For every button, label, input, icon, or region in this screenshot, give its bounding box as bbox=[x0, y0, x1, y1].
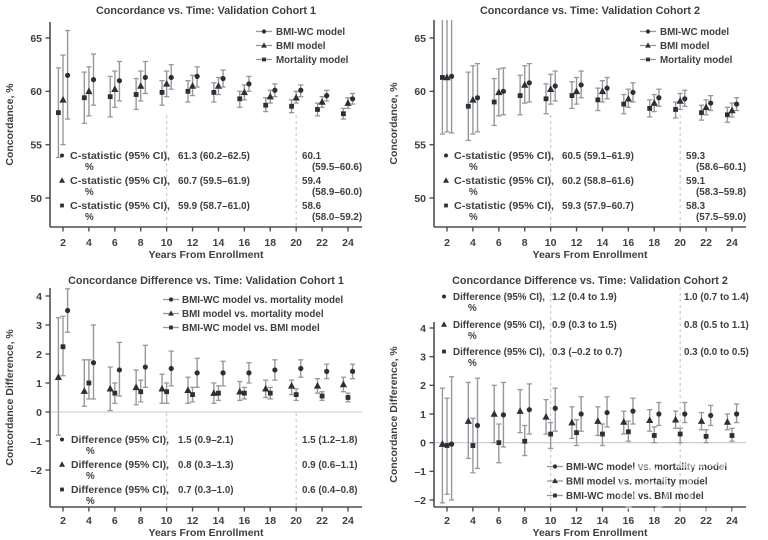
y-tick-label: –1 bbox=[414, 466, 426, 479]
x-tick-label: 4 bbox=[469, 515, 476, 527]
x-tick-label: 22 bbox=[316, 237, 328, 249]
legend-item-label: BMI-WC model vs. BMI model bbox=[182, 323, 320, 334]
annotation-value-year10: 60.5 (59.1–61.9) bbox=[562, 151, 634, 162]
data-point-square-icon bbox=[600, 432, 605, 437]
data-point-circle-icon bbox=[734, 102, 739, 107]
y-tick-label: 65 bbox=[30, 32, 42, 45]
data-point-circle-icon bbox=[449, 74, 454, 79]
data-point-circle-icon bbox=[527, 80, 532, 85]
x-axis-label: Years From Enrollment bbox=[532, 527, 648, 539]
x-tick-label: 20 bbox=[290, 515, 303, 527]
data-point-triangle-icon bbox=[517, 407, 524, 414]
data-point-circle-icon bbox=[579, 411, 584, 416]
annotation-value-year20: 0.8 (0.5 to 1.1) bbox=[684, 320, 749, 331]
annotation-square-icon bbox=[60, 204, 64, 208]
y-tick-label: 50 bbox=[30, 192, 42, 205]
data-point-square-icon bbox=[595, 97, 600, 102]
data-point-square-icon bbox=[730, 433, 735, 438]
x-tick-label: 10 bbox=[544, 237, 557, 249]
annotation-square-icon bbox=[60, 488, 64, 492]
x-tick-label: 2 bbox=[444, 237, 450, 249]
data-point-circle-icon bbox=[656, 95, 661, 100]
data-point-circle-icon bbox=[449, 442, 454, 447]
panel-title: Concordance Difference vs. Time: Validation Cohort 1 bbox=[68, 275, 344, 287]
annotation-value-year10: 1.5 (0.9–2.1) bbox=[178, 435, 234, 446]
x-tick-label: 2 bbox=[60, 515, 66, 527]
legend-item-label: BMI model vs. mortality model bbox=[182, 309, 324, 320]
annotation-value-year10: 0.9 (0.3 to 1.5) bbox=[552, 320, 617, 331]
annotation-value-year20-ci: (58.6–60.1) bbox=[696, 162, 747, 173]
annotation-value-year10: 1.2 (0.4 to 1.9) bbox=[552, 292, 617, 303]
data-point-circle-icon bbox=[143, 75, 148, 80]
data-point-triangle-icon bbox=[491, 410, 498, 417]
legend-item-label: BMI-WC model vs. BMI model bbox=[566, 491, 704, 502]
data-point-square-icon bbox=[626, 429, 631, 434]
x-axis-label: Years From Enrollment bbox=[148, 249, 264, 261]
data-point-square-icon bbox=[61, 344, 66, 349]
data-point-square-icon bbox=[466, 104, 471, 109]
data-point-circle-icon bbox=[272, 88, 277, 93]
annotation-value-year20: 59.4 bbox=[302, 176, 322, 187]
data-point-triangle-icon bbox=[158, 385, 165, 392]
annotation-triangle-icon bbox=[441, 321, 447, 327]
data-point-circle-icon bbox=[682, 96, 687, 101]
data-point-circle-icon bbox=[324, 93, 329, 98]
y-tick-label: 4 bbox=[420, 322, 426, 335]
data-point-circle-icon bbox=[527, 407, 532, 412]
legend-item-label: BMI-WC model bbox=[660, 27, 730, 38]
x-tick-label: 16 bbox=[622, 237, 635, 249]
x-tick-label: 16 bbox=[622, 515, 635, 527]
y-tick-label: 50 bbox=[414, 192, 426, 205]
data-point-square-icon bbox=[647, 106, 652, 111]
annotation-label-unit: % bbox=[85, 187, 94, 198]
data-point-square-icon bbox=[699, 110, 704, 115]
data-point-triangle-icon bbox=[55, 373, 62, 380]
legend-item-label: BMI-WC model bbox=[276, 27, 346, 38]
legend-square-icon bbox=[169, 326, 173, 330]
annotation-value-year20: 58.6 bbox=[302, 201, 322, 212]
annotation-label: C-statistic (95% CI), bbox=[454, 176, 555, 187]
data-point-circle-icon bbox=[630, 409, 635, 414]
y-tick-label: 1 bbox=[36, 377, 42, 390]
data-point-circle-icon bbox=[143, 364, 148, 369]
legend-item-label: BMI model bbox=[660, 41, 710, 52]
x-tick-label: 16 bbox=[238, 515, 251, 527]
x-tick-label: 4 bbox=[85, 237, 92, 249]
data-point-square-icon bbox=[108, 94, 113, 99]
data-point-square-icon bbox=[87, 381, 92, 386]
annotation-label-unit: % bbox=[468, 331, 477, 342]
x-tick-label: 22 bbox=[700, 237, 712, 249]
x-tick-label: 22 bbox=[316, 515, 328, 527]
annotation-label: C-statistic (95% CI), bbox=[70, 201, 171, 212]
data-point-square-icon bbox=[315, 107, 320, 112]
annotation-label-unit: % bbox=[85, 162, 94, 173]
data-point-circle-icon bbox=[117, 78, 122, 83]
data-point-circle-icon bbox=[656, 411, 661, 416]
annotation-value-year10: 0.8 (0.3–1.3) bbox=[178, 460, 234, 471]
y-axis-label: Concordance, % bbox=[4, 83, 16, 166]
panel-concordance-cohort-1 bbox=[0, 0, 384, 270]
data-point-circle-icon bbox=[501, 412, 506, 417]
x-tick-label: 16 bbox=[238, 237, 251, 249]
x-axis-label: Years From Enrollment bbox=[148, 527, 264, 539]
data-point-circle-icon bbox=[65, 308, 70, 313]
annotation-label: C-statistic (95% CI), bbox=[454, 151, 555, 162]
x-tick-label: 10 bbox=[544, 515, 557, 527]
data-point-square-icon bbox=[320, 394, 325, 399]
x-tick-label: 20 bbox=[674, 515, 687, 527]
data-point-triangle-icon bbox=[107, 385, 114, 392]
y-axis-label: Concordance Difference, % bbox=[4, 329, 16, 466]
annotation-label-unit: % bbox=[469, 162, 478, 173]
legend-circle-icon bbox=[553, 464, 557, 468]
annotation-triangle-icon bbox=[59, 461, 65, 467]
data-point-circle-icon bbox=[708, 413, 713, 418]
legend-item-label: BMI-WC model vs. mortality model bbox=[182, 295, 344, 306]
data-point-square-icon bbox=[341, 111, 346, 116]
y-tick-label: 3 bbox=[36, 319, 42, 332]
annotation-value-year10: 60.2 (58.8–61.6) bbox=[562, 176, 634, 187]
y-tick-label: 65 bbox=[414, 32, 426, 45]
x-tick-label: 22 bbox=[700, 515, 712, 527]
annotation-value-year10: 60.7 (59.5–61.9) bbox=[178, 176, 250, 187]
data-point-square-icon bbox=[704, 434, 709, 439]
data-point-circle-icon bbox=[734, 411, 739, 416]
data-point-triangle-icon bbox=[81, 387, 88, 394]
legend-item-label: Mortality model bbox=[276, 55, 349, 66]
data-point-triangle-icon bbox=[625, 95, 632, 102]
annotation-value-year10: 61.3 (60.2–62.5) bbox=[178, 151, 250, 162]
y-axis-label: Concordance, % bbox=[388, 82, 400, 165]
data-point-triangle-icon bbox=[111, 85, 118, 92]
x-tick-label: 12 bbox=[570, 515, 583, 527]
data-point-circle-icon bbox=[220, 76, 225, 81]
data-point-circle-icon bbox=[220, 370, 225, 375]
data-point-square-icon bbox=[134, 92, 139, 97]
panel-title: Concordance vs. Time: Validation Cohort 1 bbox=[96, 5, 316, 17]
y-tick-label: 60 bbox=[414, 86, 426, 99]
data-point-square-icon bbox=[544, 96, 549, 101]
y-tick-label: –2 bbox=[414, 494, 426, 507]
x-tick-label: 14 bbox=[596, 237, 609, 249]
data-point-square-icon bbox=[237, 96, 242, 101]
annotation-label-unit: % bbox=[86, 496, 95, 507]
annotation-value-year20: 0.3 (0.0 to 0.5) bbox=[684, 347, 749, 358]
annotation-value-year10: 59.3 (57.9–60.7) bbox=[562, 201, 634, 212]
data-point-circle-icon bbox=[553, 406, 558, 411]
data-point-circle-icon bbox=[682, 411, 687, 416]
panel-difference-cohort-1 bbox=[0, 270, 384, 540]
annotation-value-year20: 58.3 bbox=[686, 201, 706, 212]
annotation-label: Difference (95% CI), bbox=[453, 347, 546, 358]
data-point-square-icon bbox=[211, 90, 216, 95]
data-point-circle-icon bbox=[91, 77, 96, 82]
y-tick-label: 55 bbox=[414, 139, 426, 152]
x-tick-label: 4 bbox=[85, 515, 92, 527]
data-point-circle-icon bbox=[169, 366, 174, 371]
y-tick-label: 4 bbox=[36, 290, 42, 303]
data-point-circle-icon bbox=[579, 82, 584, 87]
x-tick-label: 4 bbox=[469, 237, 476, 249]
annotation-label-unit: % bbox=[468, 358, 477, 369]
data-point-square-icon bbox=[164, 389, 169, 394]
data-point-circle-icon bbox=[246, 370, 251, 375]
y-tick-label: 3 bbox=[420, 351, 426, 364]
data-point-triangle-icon bbox=[672, 416, 679, 423]
data-point-triangle-icon bbox=[542, 413, 549, 420]
panel-title: Concordance vs. Time: Validation Cohort 2 bbox=[480, 5, 700, 17]
data-point-square-icon bbox=[678, 432, 683, 437]
x-tick-label: 8 bbox=[521, 237, 528, 249]
annotation-value-year20-ci: (58.0–59.2) bbox=[312, 212, 363, 223]
x-tick-label: 20 bbox=[674, 237, 687, 249]
data-point-square-icon bbox=[621, 102, 626, 107]
legend-item-label: BMI-WC model vs. mortality model bbox=[566, 462, 728, 473]
x-tick-label: 14 bbox=[212, 515, 225, 527]
x-tick-label: 24 bbox=[726, 515, 738, 527]
annotation-label-unit: % bbox=[85, 212, 94, 223]
data-point-square-icon bbox=[471, 443, 476, 448]
legend-square-icon bbox=[262, 58, 266, 62]
x-axis-label: Years From Enrollment bbox=[532, 249, 648, 261]
data-point-triangle-icon bbox=[698, 417, 705, 424]
x-tick-label: 18 bbox=[648, 237, 661, 249]
data-point-square-icon bbox=[652, 433, 657, 438]
data-point-circle-icon bbox=[350, 96, 355, 101]
data-point-circle-icon bbox=[272, 367, 277, 372]
data-point-circle-icon bbox=[298, 88, 303, 93]
data-point-square-icon bbox=[242, 391, 247, 396]
annotation-triangle-icon bbox=[443, 177, 449, 183]
data-point-triangle-icon bbox=[340, 381, 347, 388]
y-tick-label: 1 bbox=[420, 408, 426, 421]
y-tick-label: 2 bbox=[420, 380, 426, 393]
legend-circle-icon bbox=[262, 29, 266, 33]
annotation-value-year20: 59.3 bbox=[686, 151, 706, 162]
legend-circle-icon bbox=[646, 29, 650, 33]
data-point-square-icon bbox=[548, 432, 553, 437]
annotation-label-unit: % bbox=[469, 212, 478, 223]
data-point-square-icon bbox=[294, 392, 299, 397]
data-point-circle-icon bbox=[475, 95, 480, 100]
x-tick-label: 2 bbox=[60, 237, 66, 249]
data-point-circle-icon bbox=[708, 100, 713, 105]
x-tick-label: 24 bbox=[342, 515, 354, 527]
data-point-triangle-icon bbox=[189, 82, 196, 89]
y-tick-label: –2 bbox=[30, 464, 42, 477]
data-point-triangle-icon bbox=[262, 385, 269, 392]
data-point-square-icon bbox=[673, 107, 678, 112]
annotation-value-year20: 1.0 (0.7 to 1.4) bbox=[684, 292, 749, 303]
annotation-triangle-icon bbox=[59, 177, 65, 183]
data-point-square-icon bbox=[445, 443, 450, 448]
data-point-triangle-icon bbox=[314, 382, 321, 389]
x-tick-label: 8 bbox=[137, 237, 144, 249]
annotation-label-unit: % bbox=[469, 187, 478, 198]
data-point-circle-icon bbox=[350, 369, 355, 374]
annotation-value-year20-ci: (57.5–59.0) bbox=[696, 212, 747, 223]
x-tick-label: 10 bbox=[160, 237, 173, 249]
x-tick-label: 2 bbox=[444, 515, 450, 527]
annotation-value-year20: 59.1 bbox=[686, 176, 706, 187]
data-point-circle-icon bbox=[91, 360, 96, 365]
x-tick-label: 12 bbox=[186, 237, 199, 249]
annotation-label: Difference (95% CI), bbox=[453, 292, 546, 303]
x-tick-label: 18 bbox=[264, 237, 277, 249]
data-point-triangle-icon bbox=[137, 82, 144, 89]
annotation-label: Difference (95% CI), bbox=[71, 435, 170, 446]
data-point-circle-icon bbox=[630, 90, 635, 95]
annotation-label: C-statistic (95% CI), bbox=[454, 201, 555, 212]
annotation-label: C-statistic (95% CI), bbox=[70, 151, 171, 162]
data-point-circle-icon bbox=[501, 89, 506, 94]
annotation-circle-icon bbox=[444, 154, 448, 158]
data-point-circle-icon bbox=[169, 75, 174, 80]
data-point-circle-icon bbox=[604, 86, 609, 91]
data-point-square-icon bbox=[289, 104, 294, 109]
x-tick-label: 8 bbox=[137, 515, 144, 527]
legend-item-label: BMI model bbox=[276, 41, 326, 52]
x-tick-label: 14 bbox=[596, 515, 609, 527]
panel-concordance-cohort-2 bbox=[384, 0, 768, 270]
data-point-square-icon bbox=[492, 100, 497, 105]
x-tick-label: 20 bbox=[290, 237, 303, 249]
x-tick-label: 6 bbox=[495, 237, 502, 249]
panel-title: Concordance Difference vs. Time: Validation Cohort 2 bbox=[452, 275, 728, 287]
data-point-circle-icon bbox=[195, 74, 200, 79]
annotation-value-year10: 59.9 (58.7–61.0) bbox=[178, 201, 250, 212]
x-tick-label: 12 bbox=[570, 237, 583, 249]
annotation-value-year20-ci: (59.5–60.6) bbox=[312, 162, 363, 173]
y-axis-label: Concordance Difference, % bbox=[388, 346, 400, 483]
x-tick-label: 6 bbox=[495, 515, 502, 527]
annotation-label-unit: % bbox=[86, 446, 95, 457]
annotation-value-year20: 1.5 (1.2–1.8) bbox=[302, 435, 358, 446]
x-tick-label: 10 bbox=[160, 515, 173, 527]
x-tick-label: 18 bbox=[648, 515, 661, 527]
data-point-circle-icon bbox=[65, 73, 70, 78]
data-point-triangle-icon bbox=[85, 87, 92, 94]
data-point-triangle-icon bbox=[594, 417, 601, 424]
data-point-square-icon bbox=[82, 95, 87, 100]
annotation-value-year20: 60.1 bbox=[302, 151, 322, 162]
data-point-square-icon bbox=[186, 89, 191, 94]
data-point-triangle-icon bbox=[573, 87, 580, 94]
annotation-value-year10: 0.7 (0.3–1.0) bbox=[178, 485, 234, 496]
legend-square-icon bbox=[553, 494, 557, 498]
legend-square-icon bbox=[646, 58, 650, 62]
y-tick-label: 55 bbox=[30, 139, 42, 152]
data-point-triangle-icon bbox=[133, 383, 140, 390]
data-point-circle-icon bbox=[475, 423, 480, 428]
data-point-triangle-icon bbox=[724, 418, 731, 425]
data-point-circle-icon bbox=[298, 366, 303, 371]
annotation-label-unit: % bbox=[86, 471, 95, 482]
y-tick-label: 0 bbox=[36, 406, 42, 419]
legend-item-label: Mortality model bbox=[660, 55, 733, 66]
data-point-square-icon bbox=[522, 439, 527, 444]
data-point-square-icon bbox=[160, 90, 165, 95]
panel-difference-cohort-2 bbox=[384, 270, 768, 540]
data-point-square-icon bbox=[518, 93, 523, 98]
x-tick-label: 8 bbox=[521, 515, 528, 527]
data-point-triangle-icon bbox=[646, 416, 653, 423]
annotation-value-year20: 0.9 (0.6–1.1) bbox=[302, 460, 358, 471]
data-point-triangle-icon bbox=[288, 382, 295, 389]
annotation-label-unit: % bbox=[468, 303, 477, 314]
legend-item-label: BMI model vs. mortality model bbox=[566, 476, 708, 488]
data-point-circle-icon bbox=[195, 370, 200, 375]
annotation-value-year20-ci: (58.9–60.0) bbox=[312, 187, 363, 198]
data-point-circle-icon bbox=[246, 81, 251, 86]
y-tick-label: 60 bbox=[30, 86, 42, 99]
annotation-label: Difference (95% CI), bbox=[71, 485, 170, 496]
annotation-label: Difference (95% CI), bbox=[453, 320, 546, 331]
data-point-triangle-icon bbox=[59, 96, 66, 103]
data-point-square-icon bbox=[574, 430, 579, 435]
y-tick-label: 0 bbox=[420, 437, 426, 450]
y-tick-label: –1 bbox=[30, 435, 42, 448]
legend-circle-icon bbox=[169, 297, 173, 301]
y-tick-label: 2 bbox=[36, 348, 42, 361]
x-tick-label: 6 bbox=[111, 237, 118, 249]
annotation-value-year20: 0.6 (0.4–0.8) bbox=[302, 485, 358, 496]
annotation-square-icon bbox=[444, 204, 448, 208]
x-tick-label: 24 bbox=[342, 237, 354, 249]
data-point-square-icon bbox=[56, 110, 61, 115]
annotation-square-icon bbox=[442, 350, 446, 354]
data-point-circle-icon bbox=[604, 410, 609, 415]
annotation-circle-icon bbox=[442, 295, 446, 299]
annotation-circle-icon bbox=[60, 438, 64, 442]
x-tick-label: 14 bbox=[212, 237, 225, 249]
data-point-circle-icon bbox=[324, 369, 329, 374]
x-tick-label: 12 bbox=[186, 515, 199, 527]
data-point-circle-icon bbox=[117, 367, 122, 372]
annotation-label: Difference (95% CI), bbox=[71, 460, 170, 471]
data-point-square-icon bbox=[346, 395, 351, 400]
x-tick-label: 6 bbox=[111, 515, 118, 527]
annotation-value-year10: 0.3 (–0.2 to 0.7) bbox=[552, 347, 623, 358]
x-tick-label: 18 bbox=[264, 515, 277, 527]
data-point-square-icon bbox=[496, 440, 501, 445]
annotation-label: C-statistic (95% CI), bbox=[70, 176, 171, 187]
data-point-square-icon bbox=[263, 103, 268, 108]
x-tick-label: 24 bbox=[726, 237, 738, 249]
data-point-circle-icon bbox=[553, 83, 558, 88]
annotation-value-year20-ci: (58.3–59.8) bbox=[696, 187, 747, 198]
